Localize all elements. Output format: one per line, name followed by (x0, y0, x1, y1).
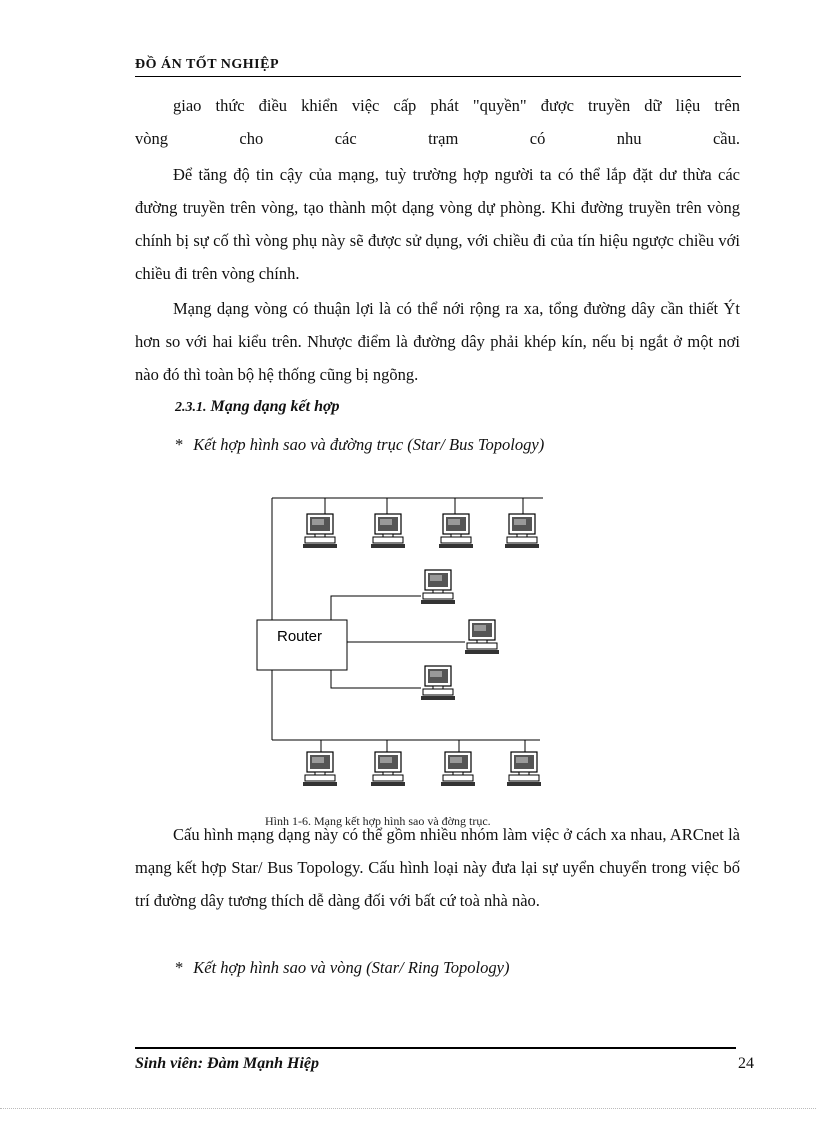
paragraph-4 (135, 818, 740, 917)
bullet-star-icon: * (175, 435, 184, 454)
bullet-star-bus (175, 435, 544, 455)
pc-top-4-icon (505, 514, 539, 548)
footer-divider (135, 1047, 736, 1049)
pc-star-2-icon (465, 620, 499, 654)
star-link-3 (331, 670, 421, 688)
pc-bottom-3-icon (441, 752, 475, 786)
page-header: ĐỒ ÁN TỐT NGHIỆP (135, 57, 741, 77)
section-heading (175, 398, 340, 416)
bullet-star-ring-text: Kết hợp hình sao và vòng (Star/ Ring Topology) (193, 958, 510, 977)
pc-bottom-2-icon (371, 752, 405, 786)
bullet-star-icon-2: * (175, 958, 184, 977)
paragraph-4-text: Cấu hình mạng dạng này có thể gồm nhiều nhóm làm việc ở cách xa nhau, ARCnet là mạng kết hợp Star/ Bus Topology. Cấu hình loại này đưa lại sự uyển chuyển trong việc bố trí đường dây tương thích dễ dàng đối với bất cứ toà nhà nào. (135, 825, 740, 910)
bullet-star-ring (175, 958, 509, 978)
footer-student: Sinh viên: Đàm Mạnh Hiệp (135, 1055, 320, 1072)
pc-top-1-icon (303, 514, 337, 548)
paragraph-1-line-1-text: giao thức điều khiển việc cấp phát "quyền" được truyền dữ liệu trên (173, 96, 740, 115)
page-bottom-dotted-line (0, 1108, 816, 1109)
pc-star-3-icon (421, 666, 455, 700)
section-number: 2.3.1. (175, 400, 207, 415)
pc-top-3-icon (439, 514, 473, 548)
pc-top-2-icon (371, 514, 405, 548)
section-title: Mạng dạng kết hợp (210, 398, 340, 415)
star-link-1 (331, 596, 421, 620)
network-diagram (245, 490, 555, 810)
pc-bottom-1-icon (303, 752, 337, 786)
router-label: Router (277, 628, 323, 645)
paragraph-1-line-1 (135, 89, 740, 122)
page-number: 24 (738, 1055, 754, 1072)
pc-star-1-icon (421, 570, 455, 604)
pc-bottom-4-icon (507, 752, 541, 786)
paragraph-2: Để tăng độ tin cậy của mạng, tuỳ trường hợp người ta có thể lắp đặt dư thừa các đường truyền trên vòng, tạo thành một dạng vòng dự phòng. Khi đường truyền trên vòng chính bị sự cố thì vòng phụ này sẽ được sử dụng, với chiều đi của tín hiệu ngược chiều với chiều đi trên vòng chính. (135, 165, 740, 283)
figure-caption: Hình 1-6. Mạng kết hợp hình sao và đờng trục. (265, 814, 491, 828)
bullet-star-bus-text: Kết hợp hình sao và đường trục (Star/ Bus Topology) (193, 435, 545, 454)
paragraph-3: Mạng dạng vòng có thuận lợi là có thể nới rộng ra xa, tổng đường dây cần thiết Ýt hơn so với hai kiểu trên. Nhược điểm là đường dây phải khép kín, nếu bị ngắt ở một nơi nào đó thì toàn bộ hệ thống cũng bị ngõng. (135, 299, 740, 384)
paragraph-1-line-2: vòng cho các trạm có nhu cầu. (135, 129, 740, 148)
